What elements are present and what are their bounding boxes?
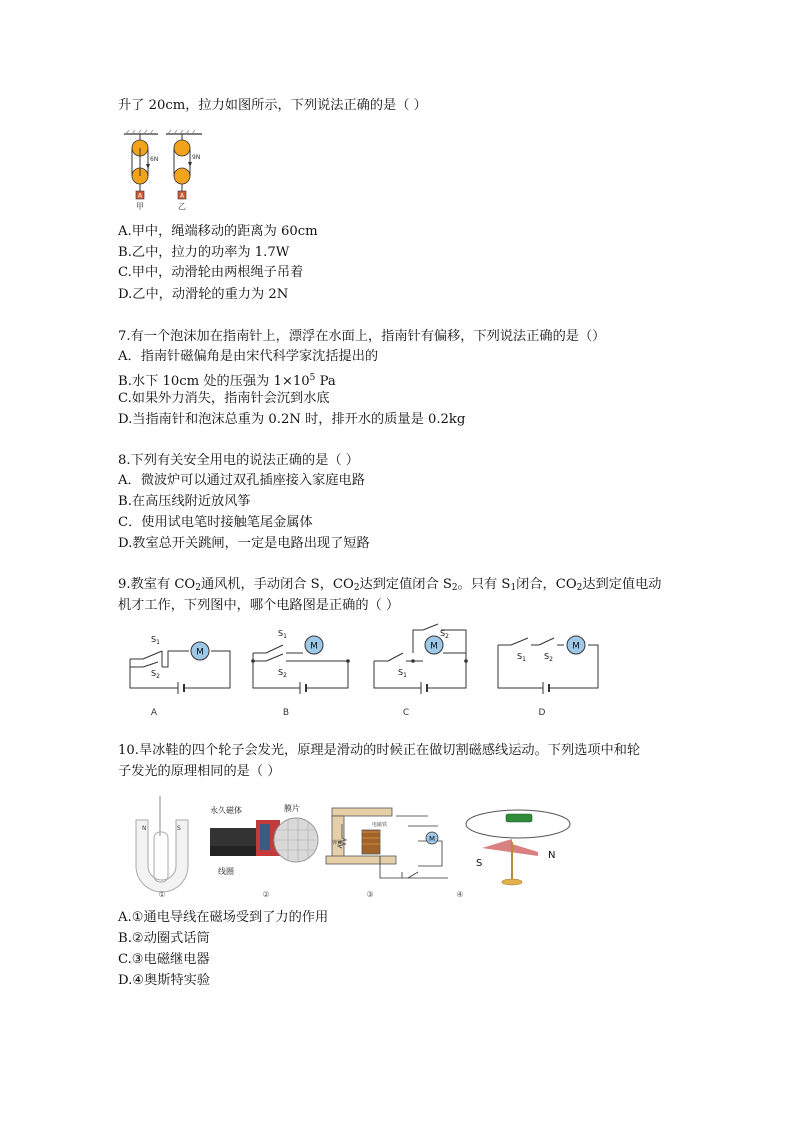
circuit-diagrams (118, 618, 618, 718)
svg-text:M: M (310, 641, 318, 652)
circuit-b (253, 645, 348, 694)
choice-c: C (402, 708, 410, 718)
svg-text:S: S (476, 858, 483, 869)
q7-option-d: D.当指南针和泡沫总重为 0.2N 时，排开水的质量是 0.2kg (118, 412, 466, 427)
q6-option-b: B.乙中，拉力的功率为 1.7W (118, 245, 290, 260)
q7-option-b: B.水下 10cm 处的压强为 $1\times 10^5$ Pa (118, 373, 336, 389)
q8-option-d: D.教室总开关跳闸，一定是电路出现了短路 (118, 536, 370, 551)
svg-text:弹簧: 弹簧 (332, 840, 343, 846)
q7-option-c: C.如果外力消失，指南针会沉到水底 (118, 391, 330, 406)
q8-option-c: C．使用试电笔时接触笔尾金属体 (118, 515, 313, 530)
svg-text:S2: $S_2$ (440, 629, 449, 640)
svg-text:膜片: 膜片 (284, 804, 300, 813)
choice-d: D (538, 708, 546, 718)
svg-text:M: M (196, 647, 204, 658)
svg-text:S2: $S_2$ (278, 668, 287, 679)
svg-text:S1: $S_1$ (151, 635, 160, 646)
svg-text:④: ④ (456, 890, 464, 899)
svg-text:M: M (428, 835, 436, 843)
label-jia: 甲 (136, 202, 144, 211)
svg-text:N: N (548, 850, 556, 861)
q10-option-a: A.①通电导线在磁场受到了力的作用 (118, 910, 329, 925)
svg-text:②: ② (262, 890, 270, 899)
svg-text:S2: $S_2$ (544, 652, 553, 663)
label-yi: 乙 (178, 202, 186, 211)
choice-a: A (150, 708, 158, 718)
svg-text:电磁铁: 电磁铁 (372, 822, 388, 828)
q9-stem-line2: 机才工作，下列图中，哪个电路图是正确的（ ） (118, 598, 400, 613)
q9-circuit-figures (118, 618, 618, 718)
svg-text:M: M (430, 641, 438, 652)
q8-stem: 8.下列有关安全用电的说法正确的是（ ） (118, 453, 359, 468)
q8-option-b: B.在高压线附近放风筝 (118, 494, 251, 509)
q8-option-a: A．微波炉可以通过双孔插座接入家庭电路 (118, 473, 365, 488)
svg-text:S2: $S_2$ (151, 669, 160, 680)
pulley-diagram (118, 128, 208, 216)
q10-option-d: D.④奥斯特实验 (118, 973, 211, 988)
q10-option-b: B.②动圈式话筒 (118, 931, 210, 946)
svg-text:S1: $S_1$ (278, 629, 287, 640)
q10-option-c: C.③电磁继电器 (118, 952, 210, 967)
q6-stem: 升了 20cm，拉力如图所示，下列说法正确的是（ ） (118, 98, 427, 113)
svg-text:S: S (177, 825, 181, 832)
q7-stem: 7.有一个泡沫加在指南针上，漂浮在水面上，指南针有偏移，下列说法正确的是（） (118, 329, 606, 344)
q10-figures (118, 796, 578, 904)
q6-option-c: C.甲中，动滑轮由两根绳子吊着 (118, 265, 304, 280)
u-magnet-figure (136, 796, 188, 899)
q6-pulley-figure (118, 128, 208, 216)
svg-text:M: M (572, 641, 580, 652)
force-label-a: 6N (150, 156, 159, 163)
microphone-figure (210, 803, 318, 899)
circuit-a (130, 651, 230, 694)
svg-text:A: A (137, 192, 143, 200)
fixed-pulley-b (174, 140, 190, 156)
q6-option-d: D.乙中，动滑轮的重力为 2N (118, 287, 289, 302)
relay-figure (326, 808, 448, 899)
q10-stem-line2: 子发光的原理相同的是（ ） (118, 764, 281, 779)
circuit-c (374, 624, 466, 694)
oersted-figure (456, 810, 570, 899)
force-label-b: 9N (192, 154, 201, 161)
svg-text:A: A (179, 192, 185, 200)
q10-stem-line1: 10.旱冰鞋的四个轮子会发光，原理是滑动的时候正在做切割磁感线运动。下列选项中和轮 (118, 743, 641, 758)
svg-text:①: ① (158, 890, 166, 899)
svg-text:S1: $S_1$ (517, 652, 526, 663)
svg-text:线圈: 线圈 (218, 867, 234, 876)
choice-b: B (282, 708, 290, 718)
svg-text:S1: $S_1$ (398, 668, 407, 679)
svg-text:永久磁体: 永久磁体 (210, 806, 242, 815)
q7-option-a: A．指南针磁偏角是由宋代科学家沈括提出的 (118, 349, 379, 364)
svg-text:③: ③ (366, 890, 374, 899)
q10-diagrams (118, 796, 578, 904)
svg-text:N: N (142, 825, 147, 832)
q9-stem-line1: 9.教室有 $CO_2$通风机，手动闭合 S，$CO_2$达到定值闭合 $S_2$。只有 $S_1$闭合，$CO_2$达到定值电动 (118, 577, 662, 593)
q6-option-a: A.甲中，绳端移动的距离为 60cm (118, 224, 318, 239)
movable-pulley-b (174, 168, 190, 184)
